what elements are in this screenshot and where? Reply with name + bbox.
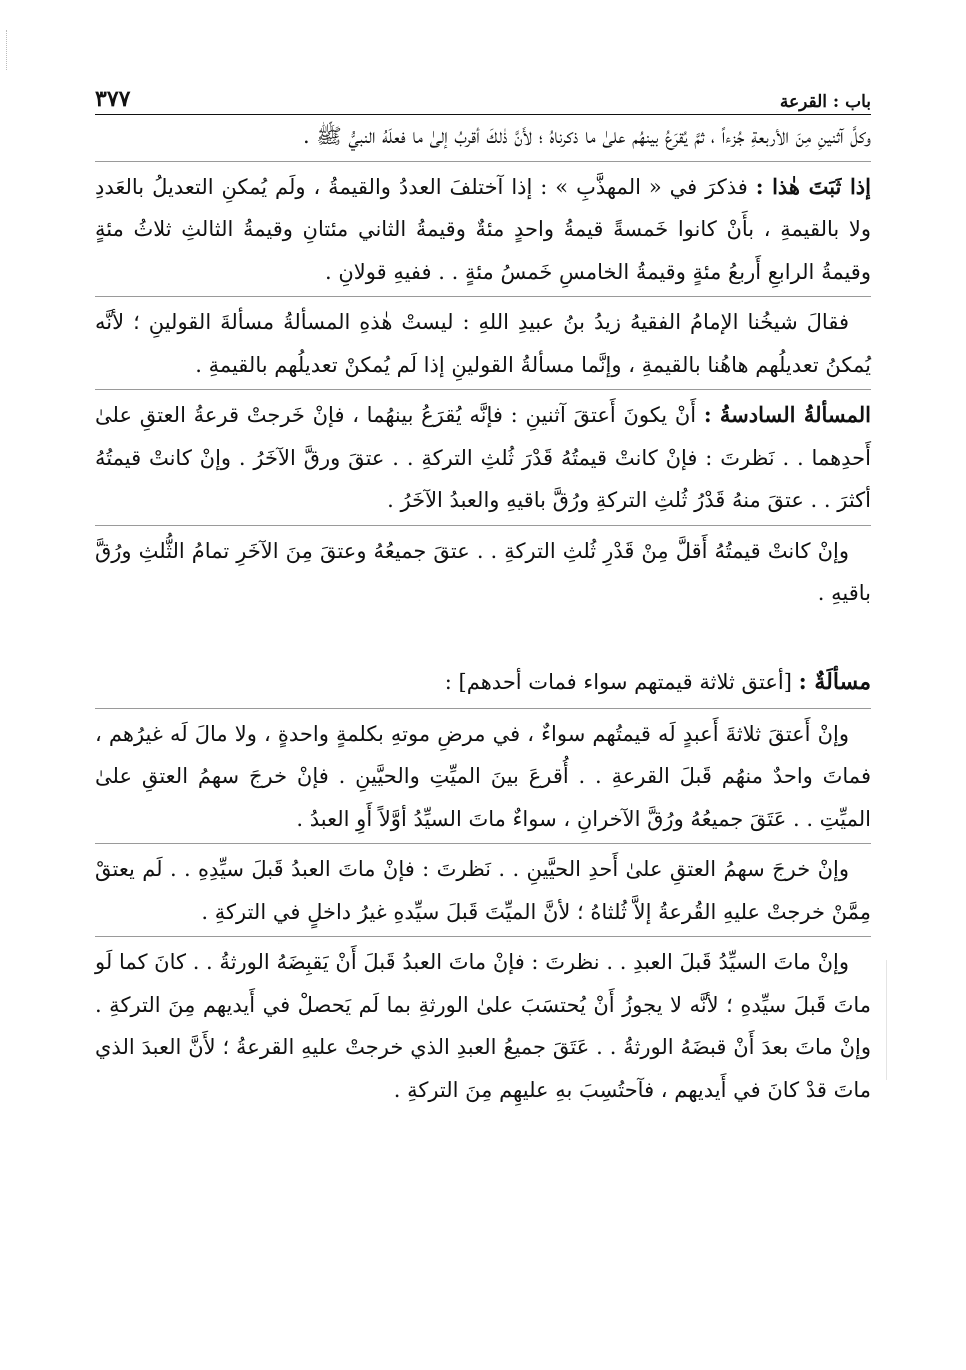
paragraph-5: وإنْ كانتْ قيمتُهُ أَقلَّ مِنْ قَدْرِ ثُلثِ التركةِ . . عتقَ جميعُهُ وعتقَ مِنَ الآخَرِ تمامُ الثُّلثِ ورُقَّ باقيهِ . (95, 538, 871, 605)
paragraph-divider (95, 389, 871, 390)
scan-margin-mark (6, 30, 9, 70)
page-number: ٣٧٧ (95, 86, 131, 112)
issue-paragraph-2: وإنْ خرجَ سهمُ العتقِ علىٰ أَحدِ الحيَّينِ . . نَظرتَ : فإنْ ماتَ العبدُ قَبلَ سيِّدِهِ . . لَم يعتقْ مِمَّنْ خرجتْ عليهِ القُرعةُ إلاَّ ثُلثاهُ ؛ لأنَّ الميِّتَ قَبلَ سيِّدهِ غيرُ داخلٍ في التركةِ . (95, 857, 871, 924)
paragraph-2 (95, 166, 871, 294)
paragraph-lead: إذا ثَبَتَ هٰذا : (755, 173, 871, 199)
issue-title: [أعتق ثلاثة قيمتهم سواء فمات أحدهم] : (444, 669, 792, 694)
paragraph-divider (95, 843, 871, 844)
paragraph-lead: المسألةُ السادسةُ : (703, 402, 872, 427)
issue-paragraph-3: وإنْ ماتَ السيِّدُ قَبلَ العبدِ . . نظرتَ : فإنْ ماتَ العبدُ قَبلَ أَنْ يَقبِضَهُ الورثةُ . . كانَ كما لَو ماتَ قَبلَ سيِّدهِ ؛ لأنَّه لا يجوزُ أَنْ يُحتسَبَ علىٰ الورثةِ بما لَم يَحصلْ في أَيديهم مِنَ التركةِ . وإنْ ماتَ بعدَ أَنْ قبضَهُ الورثةُ . . عَتَقَ جميعُ العبدِ الذي خرجتْ عليهِ القرعةُ ؛ لأَنَّ العبدَ الذي ماتَ قدْ كانَ في أَيديهم ، فآحتُسِبَ بهِ عليهِم مِنَ التركةِ . (95, 950, 871, 1102)
running-header (95, 82, 871, 115)
section-gap (95, 615, 871, 659)
paragraph-divider (95, 525, 871, 526)
paragraph-divider (95, 161, 871, 162)
book-page (95, 82, 871, 1111)
issue-heading (95, 659, 871, 705)
paragraph-divider (95, 296, 871, 297)
paragraph-divider (95, 936, 871, 937)
paragraph-divider (95, 708, 871, 709)
chapter-title: باب : القرعة (779, 92, 871, 112)
issue-label: مسألَةٌ : (798, 668, 871, 695)
paragraph-body: أَنْ يكونَ أَعتقَ آثنينِ : فإنَّه يُقرَعُ بينهُما ، فإنْ خَرجتْ قرعةُ العتقِ علىٰ أَحدِهما . . نَظرتَ : فإنْ كانتْ قيمتُهُ قَدْرَ ثُلثِ التركةِ . . عتقَ ورقَّ الآخَرُ . وإنْ كانتْ قيمتُهُ أكثرَ . . عتقَ منهُ قَدْرُ ثُلثِ التركةِ ورُقَّ باقيهِ والعبدُ الآخَرُ . (95, 403, 871, 512)
issue-paragraph-1: وإنْ أَعتقَ ثلاثةَ أَعبدٍ لَه قيمتُهم سواءٌ ، في مرضِ موتهِ بكلمةٍ واحدةٍ ، ولا مالَ لَه غيرُهم ، فماتَ واحدٌ منهُم قَبلَ القرعةِ . . أُقرعَ بينَ الميِّتِ والحيَّينِ . فإنْ خرجَ سهمُ العتقِ علىٰ الميِّتِ . . عَتَقَ جميعُهُ ورُقَّ الآخرانِ ، سواءٌ ماتَ السيِّدُ أوَّلاً أَوِ العبدُ . (95, 721, 871, 831)
paragraph-1: وكلَّ آثنينِ مِنَ الأربعةِ جُزءاً ، ثمَّ يُقرَعُ بينهُم علىٰ ما ذكرناهُ ؛ لأَنَّ ذٰلكَ أقربُ إلىٰ ما فعلَهُ النبيُّ ﷺ . (303, 124, 871, 148)
paragraph-3: فقالَ شيخُنا الإمامُ الفقيهُ زيدُ بنُ عبيدِ اللهِ : ليستْ هٰذهِ المسألةُ مسألةَ القولينِ ؛ لأنَّه يُمكنُ تعديلُهم هاهُنا بالقيمةِ ، وإنَّما مسألةُ القولينِ إذا لَم يُمكنْ تعديلُهم بالقيمةِ . (95, 310, 871, 377)
paragraph-body: فذكرَ في « المهذَّبِ » : إذا آختلفَ العددُ والقيمةُ ، ولَم يُمكنِ التعديلُ بالعَددِ ولا بالقيمةِ ، بأَنْ كانوا خَمسةً قيمةُ واحدٍ مئةٌ وقيمةُ الثاني مئتانِ وقيمةُ الثالثِ ثلاثُ مئةٍ وقيمةُ الرابعِ أَربعُ مئةٍ وقيمةُ الخامسِ خَمسُ مئةٍ . . ففيهِ قولانِ . (95, 174, 871, 284)
scan-margin-line (886, 960, 887, 1080)
paragraph-4 (95, 394, 871, 522)
